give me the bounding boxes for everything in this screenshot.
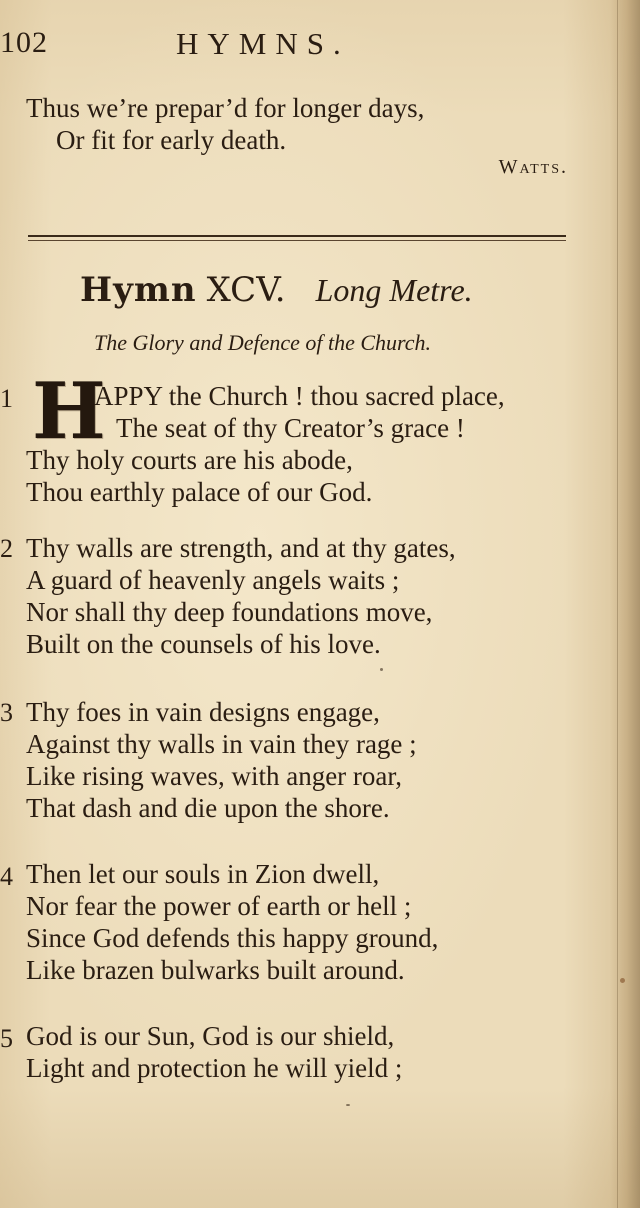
stanza-line: A guard of heavenly angels waits ; (26, 565, 400, 595)
stanza-number: 4 (0, 862, 13, 891)
stanza-line: Nor fear the power of earth or hell ; (26, 891, 412, 921)
paper-stain (620, 978, 625, 983)
stanza-line: Nor shall thy deep foundations move, (26, 597, 433, 627)
stanza-line: Like brazen bulwarks built around. (26, 955, 405, 985)
hymn-heading (80, 270, 473, 310)
section-divider-thin (28, 240, 566, 241)
running-head: HYMNS. (176, 26, 350, 61)
stanza-line: Since God defends this happy ground, (26, 923, 439, 953)
page-gutter-edge (617, 0, 618, 1208)
section-divider (28, 235, 566, 237)
paper-speck (346, 1104, 350, 1106)
stanza-line: Like rising waves, with anger roar, (26, 761, 403, 791)
stanza-number: 5 (0, 1024, 13, 1053)
hymn-subtitle: The Glory and Defence of the Church. (94, 330, 432, 355)
hymn-label: Hymn (80, 270, 197, 310)
stanza-number: 1 (0, 384, 13, 413)
drop-cap-initial: H (32, 366, 106, 457)
stanza-line: APPY the Church ! thou sacred place, (94, 381, 505, 411)
hymn-author: Watts. (498, 156, 568, 178)
stanza-number: 2 (0, 534, 13, 563)
previous-hymn-line: Or fit for early death. (56, 125, 287, 155)
stanza-line: Thy holy courts are his abode, (26, 445, 353, 475)
stanza-line: That dash and die upon the shore. (26, 793, 390, 823)
stanza-line: The seat of thy Creator’s grace ! (116, 413, 465, 443)
page-number: 102 (0, 26, 48, 59)
hymn-metre: Long Metre. (315, 272, 473, 308)
hymn-number: XCV. (206, 270, 286, 310)
stanza-line: Light and protection he will yield ; (26, 1053, 403, 1083)
stanza-line: Against thy walls in vain they rage ; (26, 729, 417, 759)
stanza-line: Then let our souls in Zion dwell, (26, 859, 380, 889)
paper-speck (380, 668, 383, 671)
stanza-line: Built on the counsels of his love. (26, 629, 381, 659)
stanza-line: Thy foes in vain designs engage, (26, 697, 380, 727)
stanza-line: God is our Sun, God is our shield, (26, 1021, 395, 1051)
previous-hymn-line: Thus we’re prepar’d for longer days, (26, 93, 425, 123)
stanza-line: Thou earthly palace of our God. (26, 477, 373, 507)
stanza-number: 3 (0, 698, 13, 727)
stanza-line: Thy walls are strength, and at thy gates, (26, 533, 456, 563)
page-gutter-shadow (610, 0, 640, 1208)
